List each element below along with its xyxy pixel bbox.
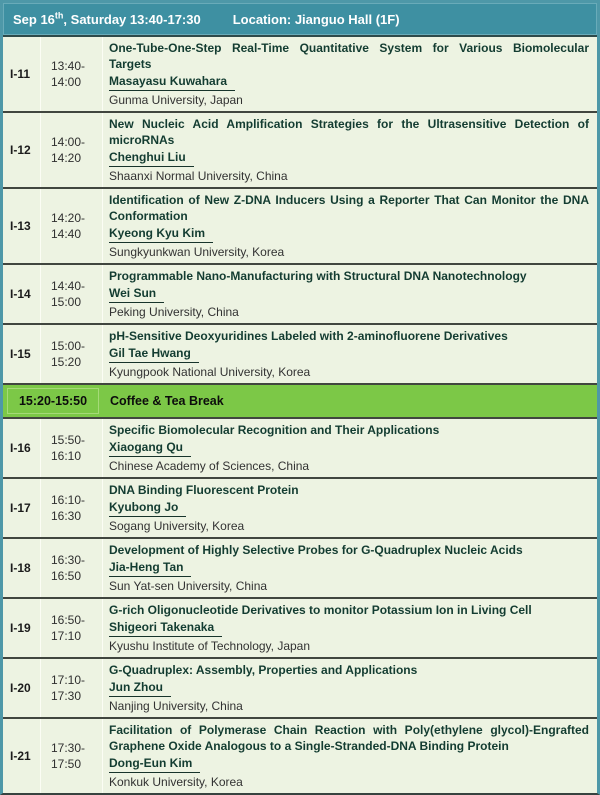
talk-title: G-Quadruplex: Assembly, Properties and Applications [109,663,418,677]
session-time-end: 15:00 [51,295,82,309]
session-time-start: 14:00- [51,135,86,149]
session-time [41,599,103,657]
session-content [103,479,597,537]
session-id: I-16 [3,419,41,477]
schedule-body [3,37,597,793]
talk-title: Development of Highly Selective Probes for G-Quadruplex Nucleic Acids [109,543,523,557]
session-content [103,189,597,263]
session-id: I-11 [3,37,41,111]
speaker-affiliation: Sogang University, Korea [109,519,245,533]
speaker-affiliation: Kyushu Institute of Technology, Japan [109,639,311,653]
session-header-bar [3,3,597,37]
session-content [103,265,597,323]
session-time [41,659,103,717]
break-label: Coffee & Tea Break [110,394,224,408]
talk-title: pH-Sensitive Deoxyuridines Labeled with 2-aminofluorene Derivatives [109,329,508,343]
speaker-affiliation: Sun Yat-sen University, China [109,579,268,593]
session-row [3,189,597,265]
session-content [103,719,597,793]
speaker-name: Dong-Eun Kim [109,755,200,773]
session-time-start: 16:30- [51,553,86,567]
session-content [103,325,597,383]
speaker-name: Kyeong Kyu Kim [109,225,213,243]
session-content [103,659,597,717]
speaker-line [109,73,589,91]
header-location: Location: Jianguo Hall (1F) [232,11,400,27]
session-row [3,37,597,113]
session-row [3,719,597,793]
session-time [41,113,103,187]
speaker-affiliation: Chinese Academy of Sciences, China [109,459,310,473]
session-time-end: 17:30 [51,689,82,703]
session-time [41,419,103,477]
session-content [103,419,597,477]
session-time-end: 14:20 [51,151,82,165]
talk-title: Identification of New Z-DNA Inducers Using a Reporter That Can Monitor the DNA Conformation [109,193,589,223]
speaker-line [109,285,589,303]
session-time [41,189,103,263]
talk-title: Specific Biomolecular Recognition and Their Applications [109,423,440,437]
session-time [41,37,103,111]
session-time-start: 14:40- [51,279,86,293]
speaker-line [109,149,589,167]
session-time-end: 14:00 [51,75,82,89]
speaker-line [109,679,589,697]
session-id: I-13 [3,189,41,263]
speaker-name: Jia-Heng Tan [109,559,191,577]
session-time-end: 16:50 [51,569,82,583]
break-row [3,385,597,419]
speaker-affiliation: Sungkyunkwan University, Korea [109,245,285,259]
speaker-affiliation: Konkuk University, Korea [109,775,243,789]
session-time-end: 16:10 [51,449,82,463]
speaker-line [109,559,589,577]
session-content [103,113,597,187]
date-superscript: th [54,10,64,21]
session-time [41,539,103,597]
talk-title: DNA Binding Fluorescent Protein [109,483,299,497]
speaker-name: Kyubong Jo [109,499,186,517]
session-id: I-15 [3,325,41,383]
session-row [3,539,597,599]
session-id: I-21 [3,719,41,793]
session-time-start: 16:10- [51,493,86,507]
session-time-start: 15:00- [51,339,86,353]
speaker-name: Wei Sun [109,285,164,303]
session-content [103,539,597,597]
session-id: I-18 [3,539,41,597]
session-row [3,113,597,189]
session-time [41,325,103,383]
speaker-name: Shigeori Takenaka [109,619,222,637]
speaker-affiliation: Shaanxi Normal University, China [109,169,288,183]
talk-title: Programmable Nano-Manufacturing with Structural DNA Nanotechnology [109,269,527,283]
speaker-name: Chenghui Liu [109,149,194,167]
speaker-affiliation: Peking University, China [109,305,239,319]
session-id: I-19 [3,599,41,657]
session-time [41,479,103,537]
session-time-start: 13:40- [51,59,86,73]
speaker-line [109,499,589,517]
speaker-line [109,225,589,243]
session-id: I-12 [3,113,41,187]
session-time-start: 17:10- [51,673,86,687]
session-row [3,479,597,539]
session-content [103,37,597,111]
session-id: I-17 [3,479,41,537]
talk-title: Facilitation of Polymerase Chain Reaction with Poly(ethylene glycol)-Engrafted Graphene Oxide Analogous to a Single-Stranded-DNA Binding Protein [109,723,589,753]
session-time-start: 15:50- [51,433,86,447]
header-date: Sep 16th, Saturday 13:40-17:30 [13,10,201,27]
speaker-affiliation: Kyungpook National University, Korea [109,365,311,379]
session-time-end: 17:10 [51,629,82,643]
speaker-name: Jun Zhou [109,679,171,697]
session-time-start: 17:30- [51,741,86,755]
talk-title: G-rich Oligonucleotide Derivatives to monitor Potassium Ion in Living Cell [109,603,532,617]
session-time-end: 15:20 [51,355,82,369]
session-id: I-14 [3,265,41,323]
speaker-line [109,619,589,637]
talk-title: New Nucleic Acid Amplification Strategies for the Ultrasensitive Detection of microRNAs [109,117,589,147]
session-time [41,719,103,793]
session-row [3,659,597,719]
session-time-end: 14:40 [51,227,82,241]
speaker-line [109,345,589,363]
session-time-end: 17:50 [51,757,82,771]
session-row [3,265,597,325]
session-time [41,265,103,323]
speaker-name: Masayasu Kuwahara [109,73,235,91]
session-content [103,599,597,657]
speaker-affiliation: Gunma University, Japan [109,93,243,107]
break-time: 15:20-15:50 [7,388,99,414]
session-time-end: 16:30 [51,509,82,523]
session-id: I-20 [3,659,41,717]
session-row [3,599,597,659]
speaker-line [109,439,589,457]
session-row [3,325,597,385]
speaker-name: Xiaogang Qu [109,439,191,457]
talk-title: One-Tube-One-Step Real-Time Quantitative System for Various Biomolecular Targets [109,41,589,71]
session-row [3,419,597,479]
session-time-start: 14:20- [51,211,86,225]
session-time-start: 16:50- [51,613,86,627]
speaker-affiliation: Nanjing University, China [109,699,243,713]
speaker-name: Gil Tae Hwang [109,345,199,363]
